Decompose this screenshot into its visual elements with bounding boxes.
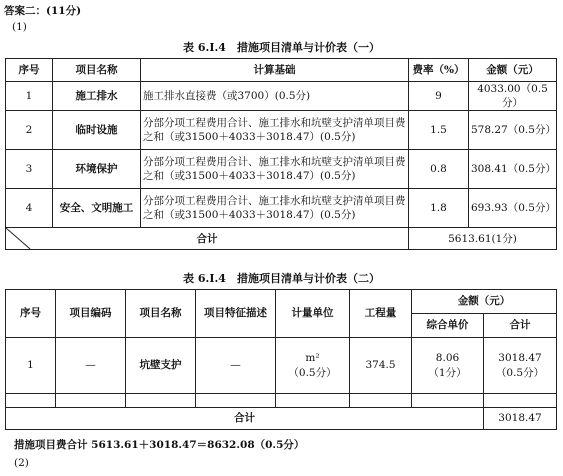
header-no: 序号: [6, 290, 56, 338]
row-basis: 分部分项工程费用合计、施工排水和坑壁支护清单项目费之和（或31500＋4033＋3018.47）(0.5分): [141, 111, 409, 150]
table1-header-row: [6, 59, 557, 82]
row-code: —: [56, 338, 126, 394]
row-name: 坑壁支护: [126, 338, 196, 394]
row-unit: m²: [305, 352, 320, 365]
header-unit-price: 综合单价: [412, 314, 484, 338]
row-rate: 9: [409, 82, 469, 111]
table1-title: 表 6.Ⅰ.4 措施项目清单与计价表（一）: [183, 41, 380, 54]
row-price-score: （1分）: [428, 366, 467, 379]
row-no: 2: [6, 111, 53, 150]
row-amount: 4033.00（0.5分）: [469, 82, 557, 111]
table-row: [6, 189, 557, 228]
header-sum: 合计: [484, 314, 557, 338]
row-sum: 3018.47: [498, 352, 542, 365]
measures-table-2: [5, 289, 557, 430]
row-name: 施工排水: [53, 82, 141, 111]
row-no: 3: [6, 150, 53, 189]
row-sum-score: （0.5分）: [495, 366, 545, 379]
table-row-empty: [6, 394, 557, 408]
row-no: 4: [6, 189, 53, 228]
header-basis: 计算基础: [141, 59, 409, 82]
measures-table-1: [5, 58, 557, 250]
row-rate: 1.8: [409, 189, 469, 228]
header-rate: 费率（%）: [409, 59, 469, 82]
row-no: 1: [6, 82, 53, 111]
table-row: [6, 338, 557, 394]
row-sum-cell: [484, 338, 557, 394]
summary-line: 措施项目费合计 5613.61＋3018.47＝8632.08（0.5分）: [14, 439, 305, 451]
total-label-cell: [6, 228, 409, 250]
table2-header-row: [6, 290, 557, 314]
row-no: 1: [6, 338, 56, 394]
row-feature: —: [196, 338, 276, 394]
row-basis: 施工排水直接费（或3700）(0.5分): [141, 82, 409, 111]
total-label: 合计: [196, 232, 218, 245]
table-row: [6, 111, 557, 150]
row-basis: 分部分项工程费用合计、施工排水和坑壁支护清单项目费之和（或31500＋4033＋3018.47）(0.5分): [141, 189, 409, 228]
answer-header: 答案二：(11分): [4, 5, 82, 17]
row-rate: 1.5: [409, 111, 469, 150]
row-unit-cell: [276, 338, 350, 394]
header-name: 项目名称: [53, 59, 141, 82]
total-value: 5613.61(1分): [409, 228, 557, 250]
total-value: 3018.47: [484, 408, 557, 430]
header-qty: 工程量: [350, 290, 412, 338]
header-amount: 金额（元）: [469, 59, 557, 82]
header-unit: 计量单位: [276, 290, 350, 338]
row-name: 临时设施: [53, 111, 141, 150]
header-amount: 金额（元）: [412, 290, 557, 314]
total-label: 合计: [6, 408, 484, 430]
row-price-cell: [412, 338, 484, 394]
part2-label: (2): [14, 457, 29, 469]
row-name: 安全、文明施工: [53, 189, 141, 228]
row-basis: 分部分项工程费用合计、施工排水和坑壁支护清单项目费之和（或31500＋4033＋3018.47）(0.5分): [141, 150, 409, 189]
table2-title: 表 6.Ⅰ.4 措施项目清单与计价表（二）: [183, 272, 380, 285]
row-amount: 308.41（0.5分）: [469, 150, 557, 189]
row-amount: 578.27（0.5分）: [469, 111, 557, 150]
table2-total-row: [6, 408, 557, 430]
header-name: 项目名称: [126, 290, 196, 338]
header-no: 序号: [6, 59, 53, 82]
diagonal-line: [6, 228, 408, 249]
row-rate: 0.8: [409, 150, 469, 189]
table-row: [6, 150, 557, 189]
table-row: [6, 82, 557, 111]
part1-label: (1): [12, 21, 27, 33]
row-amount: 693.93（0.5分）: [469, 189, 557, 228]
row-price: 8.06: [435, 352, 460, 365]
header-feature: 项目特征描述: [196, 290, 276, 338]
row-unit-score: （0.5分）: [288, 366, 337, 379]
row-name: 环境保护: [53, 150, 141, 189]
table1-total-row: [6, 228, 557, 250]
header-code: 项目编码: [56, 290, 126, 338]
row-qty: 374.5: [350, 338, 412, 394]
